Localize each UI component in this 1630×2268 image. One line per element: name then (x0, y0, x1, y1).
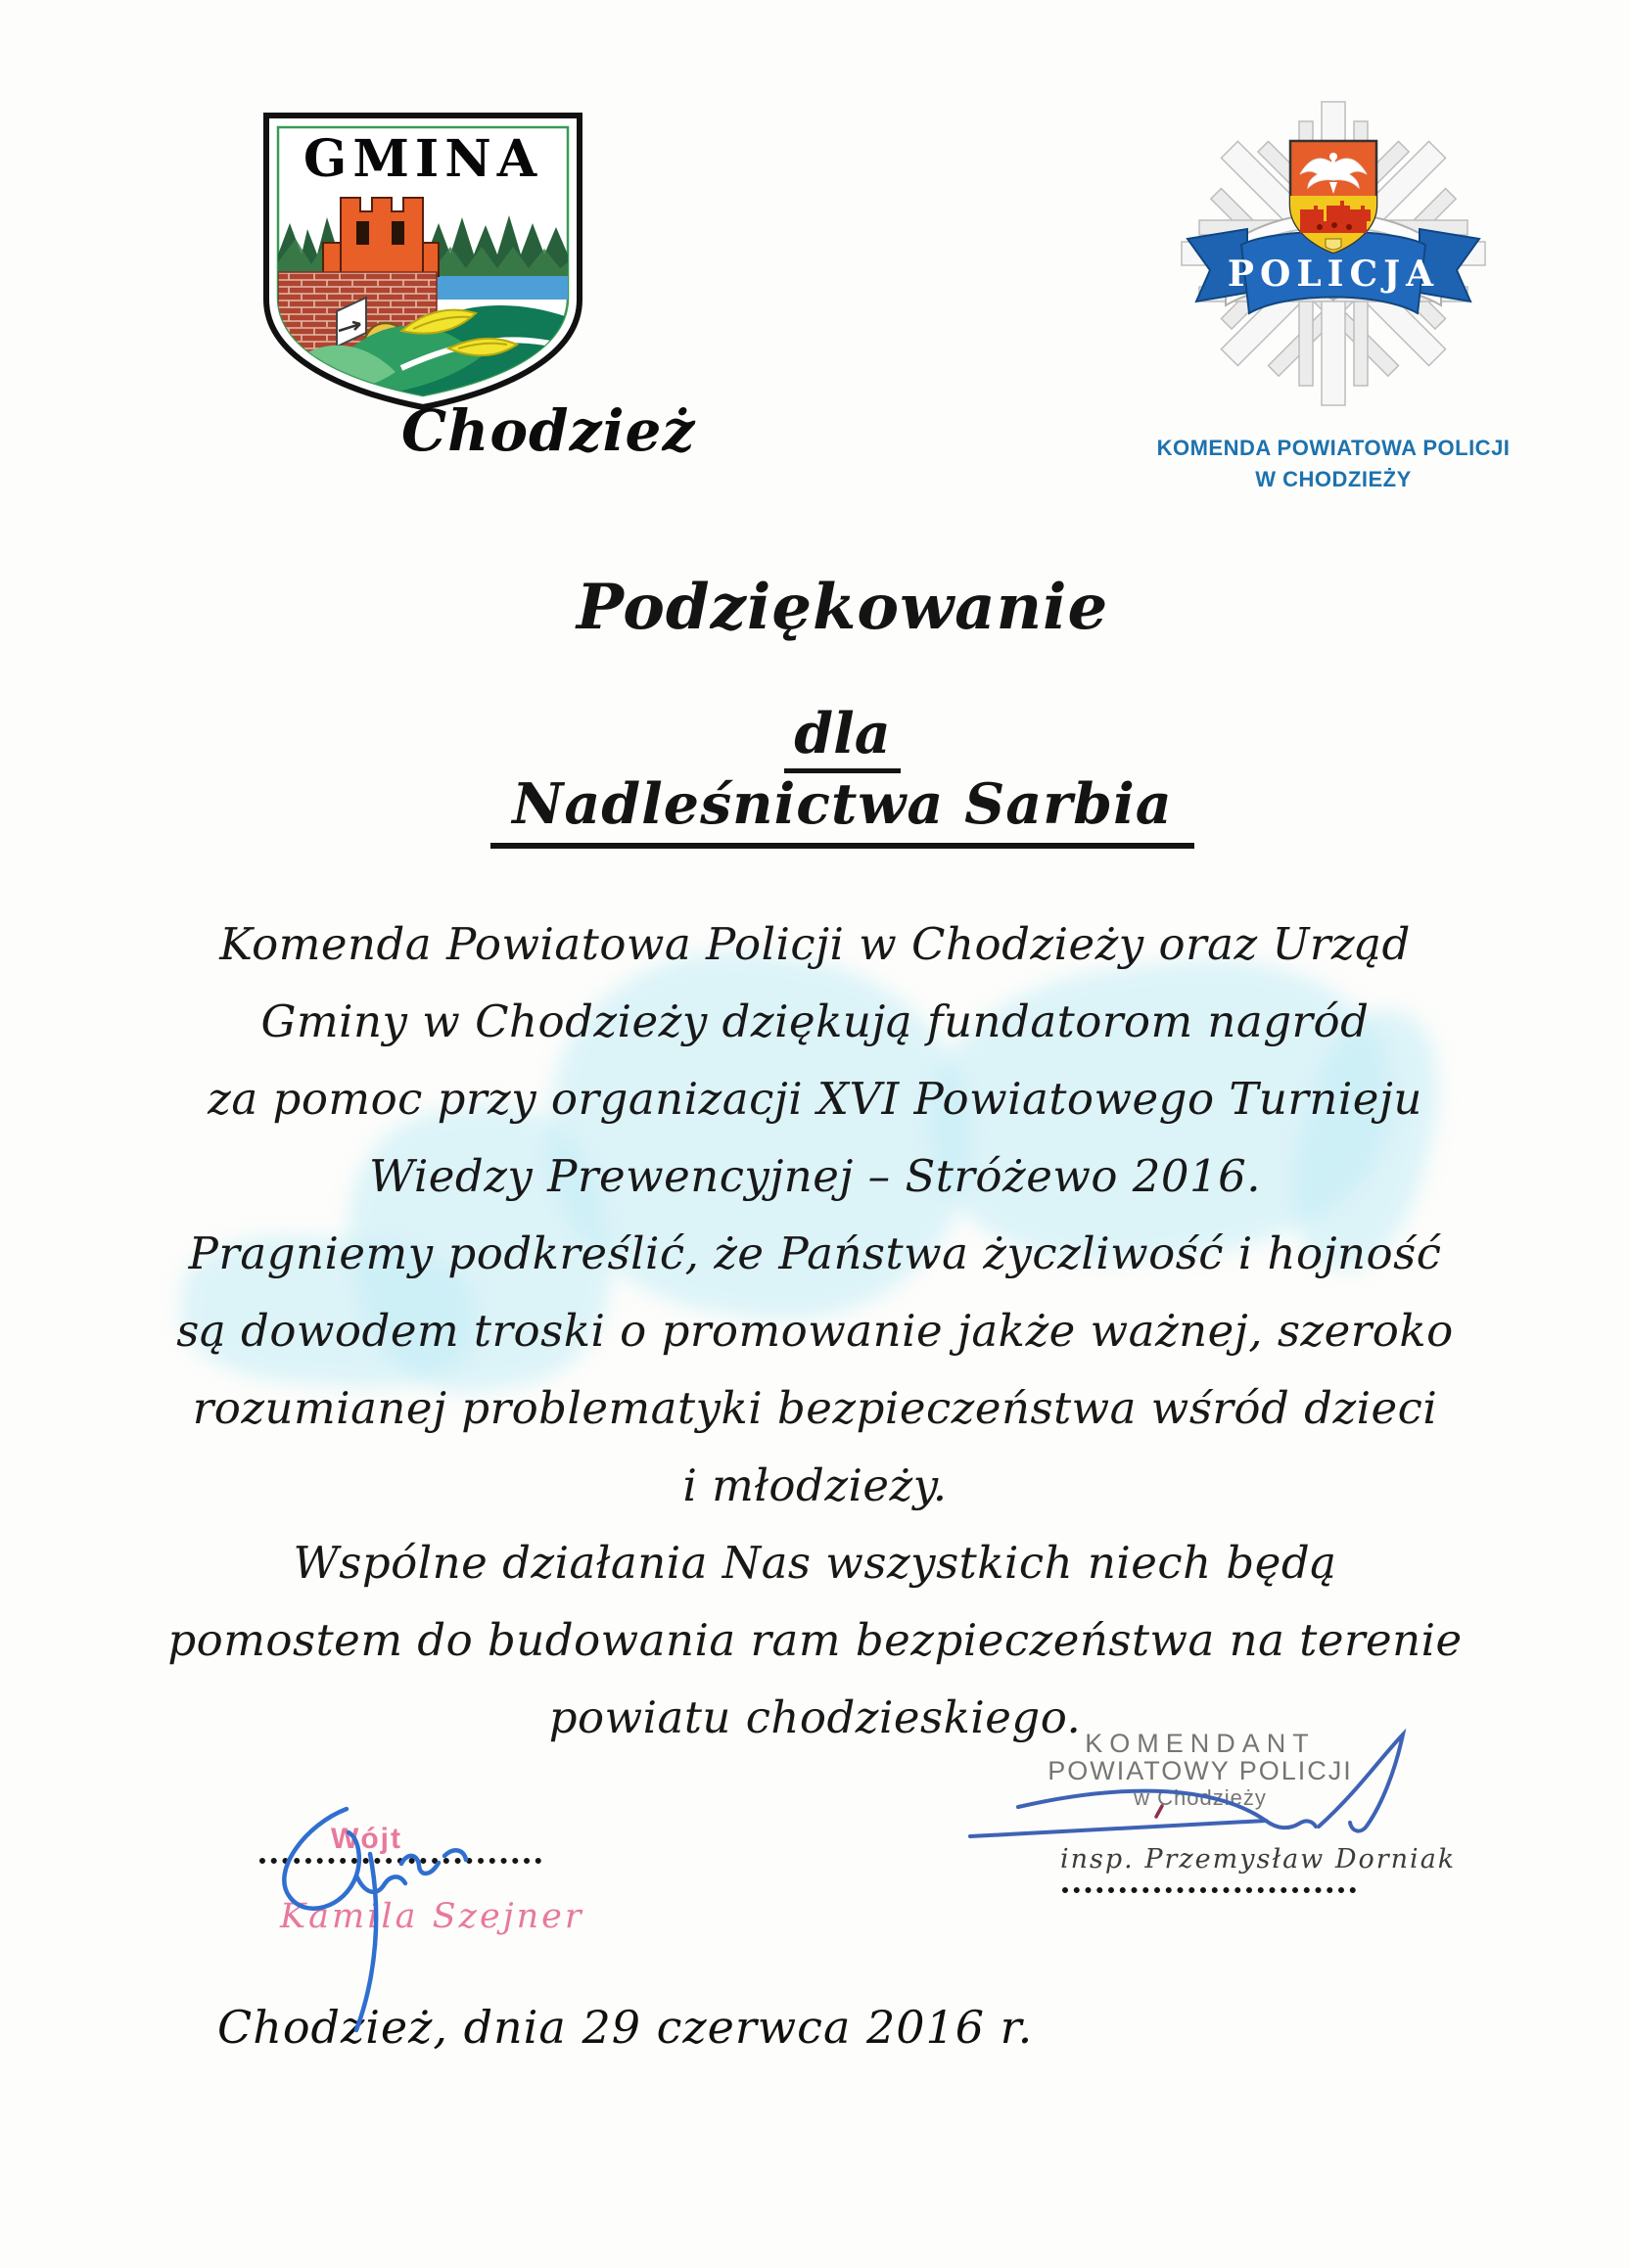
page-title: Podziękowanie (576, 571, 1109, 644)
salutation-text: dla (784, 701, 900, 773)
recipient-text: Nadleśnictwa Sarbia (490, 771, 1193, 849)
signature-dotted-line (1062, 1887, 1356, 1893)
body-line: powiatu chodzieskiego. (548, 1691, 1082, 1743)
komendant-signature-ink-icon (964, 1725, 1429, 1862)
gmina-chodziez-crest (256, 108, 696, 464)
police-badge-block (1147, 92, 1519, 495)
badge-policja-label: POLICJA (1227, 254, 1440, 295)
komendant-stamp-line1: KOMENDANT (1085, 1729, 1316, 1758)
crest-gmina-label: GMINA (303, 129, 543, 189)
body-line: za pomoc przy organizacji XVI Powiatowego Turnieju (208, 1073, 1422, 1125)
wojt-signature-ink-icon (253, 1793, 483, 2038)
policja-badge-icon (1147, 92, 1519, 421)
letter-body (78, 905, 1552, 1756)
komendant-stamp-line2: POWIATOWY POLICJI (1048, 1756, 1353, 1785)
place-and-date: Chodzież, dnia 29 czerwca 2016 r. (217, 2001, 1034, 2054)
body-line: Pragniemy podkreślić, że Państwa życzliwość i hojność (188, 1227, 1442, 1279)
salutation-line (27, 701, 1630, 773)
wojt-stamp-name: Kamila Szejner (280, 1897, 584, 1936)
body-line: są dowodem troski o promowanie jakże ważnej, szeroko (176, 1305, 1454, 1357)
body-line: Komenda Powiatowa Policji w Chodzieży oraz Urząd (219, 918, 1411, 970)
gmina-crest-icon (256, 108, 589, 421)
crest-city-label: Chodzież (401, 397, 696, 464)
komendant-name: insp. Przemysław Dorniak (1060, 1844, 1457, 1875)
body-line: Wspólne działania Nas wszystkich niech będą (293, 1537, 1337, 1589)
body-line: pomostem do budowania ram bezpieczeństwa na terenie (167, 1614, 1463, 1666)
body-line: i młodzieży. (682, 1459, 948, 1511)
police-unit-caption (1147, 433, 1519, 495)
body-line: rozumianej problematyki bezpieczeństwa wśród dzieci (192, 1382, 1438, 1434)
police-unit-caption-line1: KOMENDA POWIATOWA POLICJI (1156, 436, 1511, 460)
komendant-stamp-line3: w Chodzieży (1134, 1785, 1267, 1810)
body-line: Wiedzy Prewencyjnej – Stróżewo 2016. (368, 1150, 1262, 1202)
recipient-line (27, 771, 1630, 849)
wojt-stamp-title: Wójt (331, 1823, 402, 1855)
police-unit-caption-line2: W CHODZIEŻY (1255, 467, 1412, 491)
body-line: Gminy w Chodzieży dziękują fundatorom nagród (260, 995, 1370, 1047)
crest-castle (323, 198, 439, 276)
